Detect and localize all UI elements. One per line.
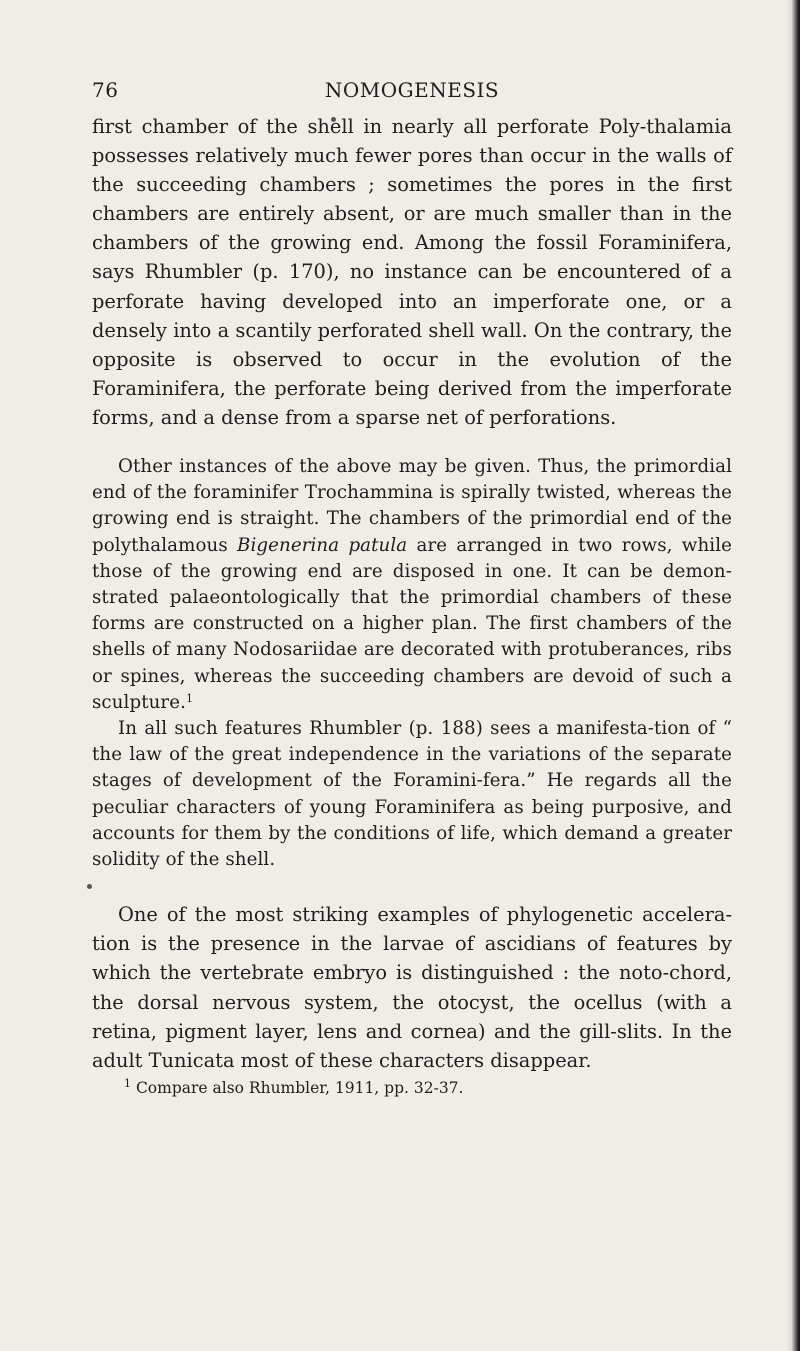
footnote-marker: 1 <box>124 1076 131 1090</box>
footnote-reference: 1 <box>185 691 194 705</box>
small-print-block <box>92 454 732 873</box>
page-number: 76 <box>92 78 119 102</box>
footnote-text: Compare also Rhumbler, 1911, pp. 32-37. <box>135 1078 464 1097</box>
footnote <box>92 1077 732 1099</box>
running-head <box>92 78 732 112</box>
large-print-block <box>92 900 732 1075</box>
paragraph-rhumbler-law: In all such features Rhumbler (p. 188) sees a manifesta-tion of “ the law of the great independence in the variations of the separate stages of development of the Foramini-fera.” He regards all the peculiar characters of young Foraminifera as being purposive, and accounts for them by the conditions of life, which demand a greater solidity of the shell. <box>92 718 732 871</box>
paragraph-phylogenetic-acceleration: One of the most striking examples of phylogenetic accelera-tion is the presence in the larvae of ascidians of features by which the vertebrate embryo is distinguished : the noto-chord, the dorsal nervous system, the otocyst, the ocellus (with a retina, pigment layer, lens and cornea) and the gill-slits. In the adult Tunicata most of these characters disappear. <box>92 903 732 1072</box>
page-edge-shadow <box>786 0 800 1351</box>
book-page <box>92 78 732 1099</box>
running-title: NOMOGENESIS <box>324 78 500 102</box>
species-name-italic: Bigenerina patula <box>237 534 408 556</box>
para2-text-b: are arranged in two rows, while those of the growing end are disposed in one. It can be demon-strated palaeontologically that the primordial chambers of these forms are constructed on a higher plan. The first chambers of the shells of many Nodosariidae are decorated with protuberances, ribs or spines, whereas the succeeding chambers are devoid of such a sculpture. <box>92 534 732 713</box>
para2-text-a: Other instances of the above may be given. Thus, the primordial end of the foraminifer Trochammina is spirally twisted, whereas the growing end is straight. The chambers of the primordial end of the polythalamous <box>92 456 732 556</box>
paragraph-perforate-polythalamia: first chamber of the shell in nearly all perforate Poly-thalamia possesses relatively much fewer pores than occur in the walls of the succeeding chambers ; sometimes the pores in the first chambers are entirely absent, or are much smaller than in the chambers of the growing end. Among the fossil Foraminifera, says Rhumbler (p. 170), no instance can be encountered of a perforate having developed into an imperforate one, or a densely into a scantily perforated shell wall. On the contrary, the opposite is observed to occur in the evolution of the Foraminifera, the perforate being derived from the imperforate forms, and a dense from a sparse net of perforations. <box>92 115 732 429</box>
paragraph-other-instances <box>92 454 732 716</box>
